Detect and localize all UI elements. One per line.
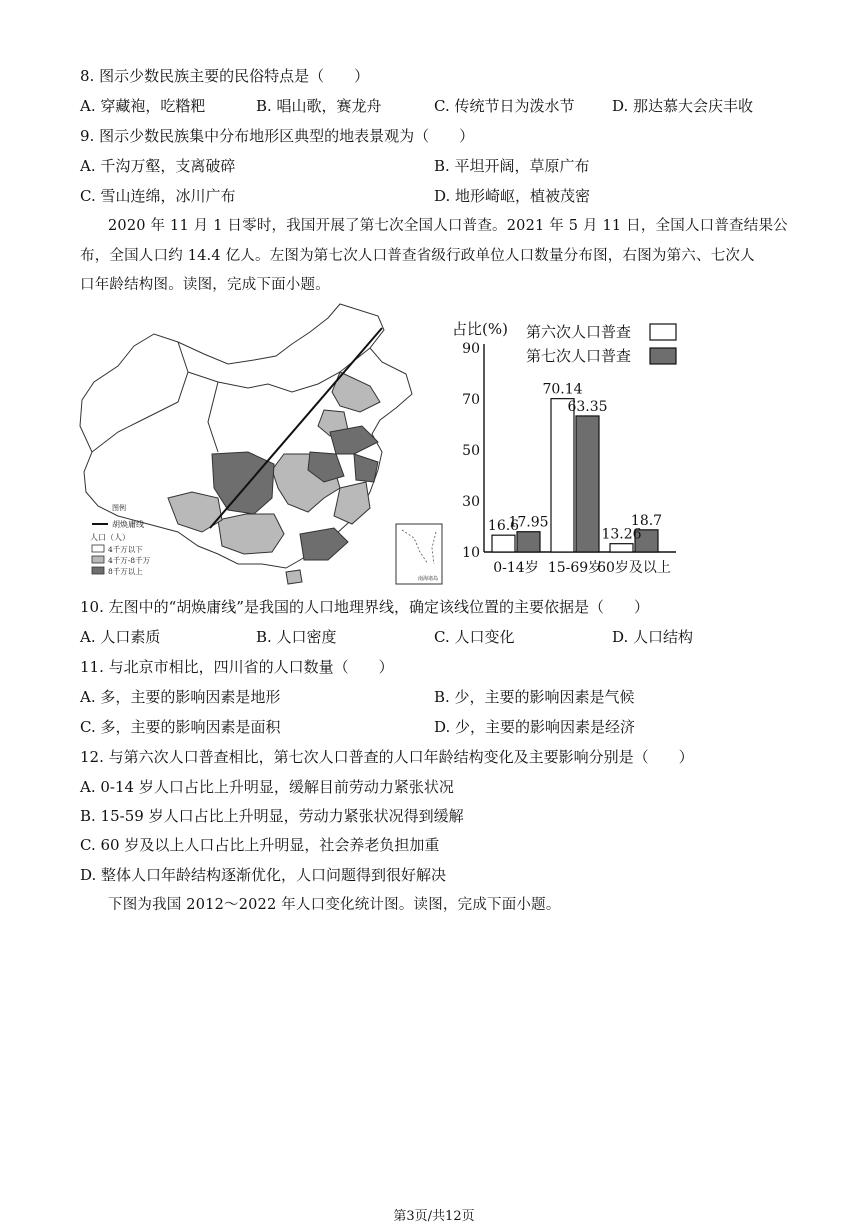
population-map — [78, 302, 450, 590]
q8-option-d: D. 那达慕大会庆丰收 — [612, 97, 754, 115]
data-label-sixth-2: 13.26 — [601, 526, 642, 543]
data-label-sixth-1: 70.14 — [542, 381, 583, 398]
y-tick-label-4: 10 — [462, 545, 480, 561]
question-10-stem: 10. 左图中的“胡焕庸线”是我国的人口地理界线，确定该线位置的主要依据是（ ） — [80, 598, 649, 616]
q11-option-b: B. 少，主要的影响因素是气候 — [434, 688, 635, 706]
q8-option-c: C. 传统节日为泼水节 — [434, 97, 575, 115]
next-intro: 下图为我国 2012～2022 年人口变化统计图。读图，完成下面小题。 — [108, 897, 561, 913]
data-label-seventh-2: 18.7 — [630, 512, 663, 529]
intro-line-1: 2020 年 11 月 1 日零时，我国开展了第七次全国人口普查。2021 年 5 月 11 日，全国人口普查结果公 — [108, 218, 788, 234]
legend-pop-label: 人口（人） — [90, 533, 130, 542]
legend-swatch-seventh — [650, 348, 676, 364]
intro-line-3: 口年龄结构图。读图，完成下面小题。 — [80, 277, 330, 293]
data-label-seventh-1: 63.35 — [567, 398, 608, 415]
legend-class-high: 8千万以上 — [108, 567, 143, 576]
legend-swatch-mid — [92, 556, 104, 563]
data-label-seventh-0: 17.95 — [508, 514, 549, 531]
bar-sixth-0 — [492, 535, 515, 552]
question-9-stem: 9. 图示少数民族集中分布地形区典型的地表景观为（ ） — [80, 127, 475, 145]
q11-option-c: C. 多，主要的影响因素是面积 — [80, 718, 281, 736]
q9-option-c: C. 雪山连绵，冰川广布 — [80, 187, 236, 205]
legend-swatch-sixth — [650, 324, 676, 340]
y-tick-label-2: 50 — [462, 443, 480, 459]
intro-line-2: 布，全国人口约 14.4 亿人。左图为第七次人口普查省级行政单位人口数量分布图，右图为第六、七次人 — [80, 248, 755, 264]
q8-option-a: A. 穿藏袍，吃糌粑 — [80, 97, 206, 115]
region-medium-southwest — [218, 514, 284, 554]
legend-label-seventh: 第七次人口普查 — [526, 347, 632, 365]
legend-swatch-low — [92, 545, 104, 552]
y-tick-label-3: 30 — [462, 494, 480, 510]
legend-class-mid: 4千万-8千万 — [108, 556, 151, 565]
bar-seventh-0 — [517, 532, 540, 552]
q10-option-b: B. 人口密度 — [256, 628, 337, 646]
q10-option-a: A. 人口素质 — [80, 628, 161, 646]
y-tick-label-0: 90 — [462, 341, 480, 357]
q9-option-b: B. 平坦开阔，草原广布 — [434, 157, 590, 175]
region-high-guangdong — [300, 528, 348, 560]
category-label-0: 0-14岁 — [493, 560, 539, 576]
region-medium-hainan — [286, 570, 302, 584]
q9-option-d: D. 地形崎岖，植被茂密 — [434, 187, 591, 205]
q11-option-a: A. 多，主要的影响因素是地形 — [80, 688, 281, 706]
bar-sixth-2 — [610, 544, 633, 552]
legend-line-label: 胡焕庸线 — [112, 520, 144, 529]
q11-option-d: D. 少，主要的影响因素是经济 — [434, 718, 636, 736]
bar-sixth-1 — [551, 399, 574, 552]
q10-option-c: C. 人口变化 — [434, 628, 515, 646]
y-tick-label-1: 70 — [462, 392, 480, 408]
legend-class-low: 4千万以下 — [108, 545, 143, 554]
legend-title: 图例 — [112, 504, 126, 512]
legend-swatch-high — [92, 567, 104, 574]
q12-option-d: D. 整体人口年龄结构逐渐优化，人口问题得到很好解决 — [80, 866, 447, 884]
south-china-sea-inset — [396, 524, 442, 584]
question-8-stem: 8. 图示少数民族主要的民俗特点是（ ） — [80, 67, 370, 85]
q12-option-a: A. 0-14 岁人口占比上升明显，缓解目前劳动力紧张状况 — [80, 778, 454, 796]
chart-ylabel: 占比(%) — [452, 320, 508, 338]
q12-option-c: C. 60 岁及以上人口占比上升明显，社会养老负担加重 — [80, 836, 440, 854]
question-11-stem: 11. 与北京市相比，四川省的人口数量（ ） — [80, 658, 394, 676]
inset-label: 南海诸岛 — [418, 576, 439, 582]
q9-option-a: A. 千沟万壑，支离破碎 — [80, 157, 236, 175]
q8-option-b: B. 唱山歌，赛龙舟 — [256, 97, 382, 115]
q12-option-b: B. 15-59 岁人口占比上升明显，劳动力紧张状况得到缓解 — [80, 807, 464, 825]
category-label-1: 15-69岁 — [547, 560, 603, 576]
question-12-stem: 12. 与第六次人口普查相比，第七次人口普查的人口年龄结构变化及主要影响分别是（ ） — [80, 748, 694, 766]
category-label-2: 60岁及以上 — [597, 560, 671, 576]
page-footer: 第3页/共12页 — [393, 1209, 475, 1224]
q10-option-d: D. 人口结构 — [612, 628, 694, 646]
data-label-sixth-0: 16.6 — [487, 518, 520, 535]
bar-seventh-1 — [576, 416, 599, 552]
legend-label-sixth: 第六次人口普查 — [526, 323, 632, 341]
age-structure-chart — [450, 314, 698, 578]
